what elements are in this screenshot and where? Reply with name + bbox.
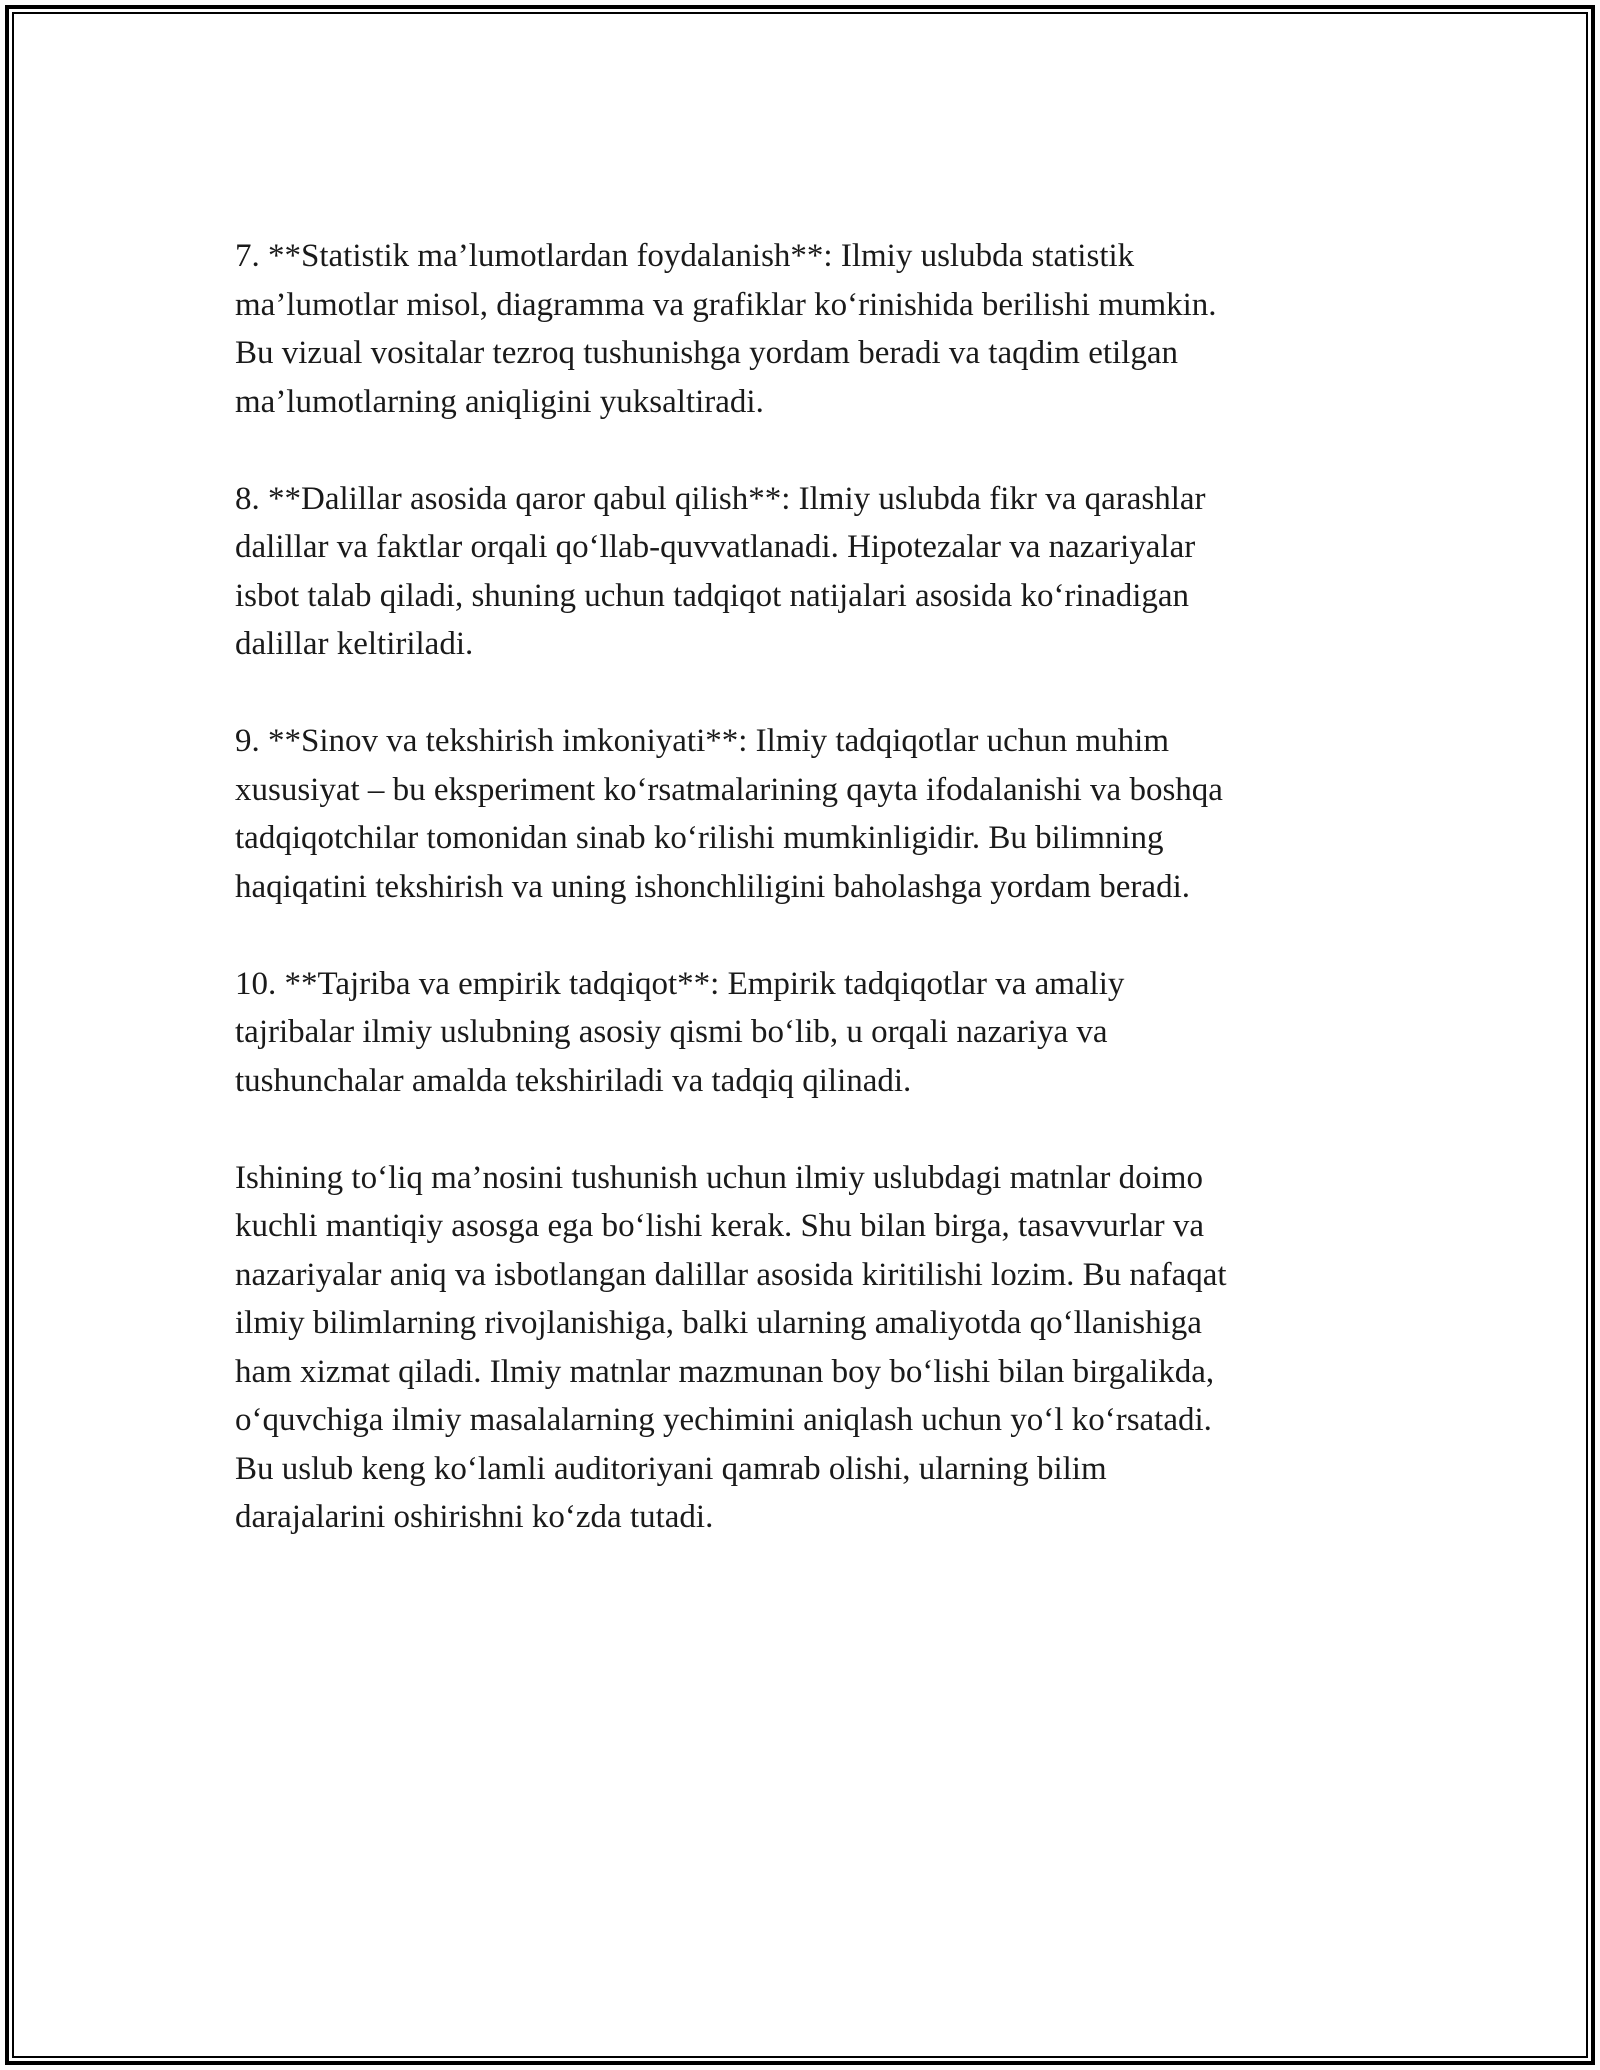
paragraph-item-7: 7. **Statistik ma’lumotlardan foydalanish**: Ilmiy uslubda statistik ma’lumotlar misol, diagramma va grafiklar ko‘rinishida berilishi mumkin. Bu vizual vositalar tezroq tushunishga yordam beradi va taqdim etilgan ma’lumotlarning aniqligini yuksaltiradi. [235,238,1217,420]
paragraph-item-10: 10. **Tajriba va empirik tadqiqot**: Empirik tadqiqotlar va amaliy tajribalar ilmiy uslubning asosiy qismi bo‘lib, u orqali nazariya va tushunchalar amalda tekshiriladi va tadqiq qilinadi. [235,965,1125,1099]
document-body [235,232,1365,1590]
paragraph-conclusion: Ishining to‘liq ma’nosini tushunish uchun ilmiy uslubdagi matnlar doimo kuchli mantiqiy asosga ega bo‘lishi kerak. Shu bilan birga, tasavvurlar va nazariyalar aniq va isbotlangan dalillar asosida kiritilishi lozim. Bu nafaqat ilmiy bilimlarning rivojlanishiga, balki ularning amaliyotda qo‘llanishiga ham xizmat qiladi. Ilmiy matnlar mazmunan boy bo‘lishi bilan birgalikda, o‘quvchiga ilmiy masalalarning yechimini aniqlash uchun yo‘l ko‘rsatadi. Bu uslub keng ko‘lamli auditoriyani qamrab olishi, ularning bilim darajalarini oshirishni ko‘zda tutadi. [235,1159,1227,1535]
paragraph-item-8: 8. **Dalillar asosida qaror qabul qilish**: Ilmiy uslubda fikr va qarashlar dalillar va faktlar orqali qo‘llab-quvvatlanadi. Hipotezalar va nazariyalar isbot talab qiladi, shuning uchun tadqiqot natijalari asosida ko‘rinadigan dalillar keltiriladi. [235,480,1206,662]
paragraph-item-9: 9. **Sinov va tekshirish imkoniyati**: Ilmiy tadqiqotlar uchun muhim xususiyat – bu eksperiment ko‘rsatmalarining qayta ifodalanishi va boshqa tadqiqotchilar tomonidan sinab ko‘rilishi mumkinligidir. Bu bilimning haqiqatini tekshirish va uning ishonchliligini baholashga yordam beradi. [235,723,1223,905]
